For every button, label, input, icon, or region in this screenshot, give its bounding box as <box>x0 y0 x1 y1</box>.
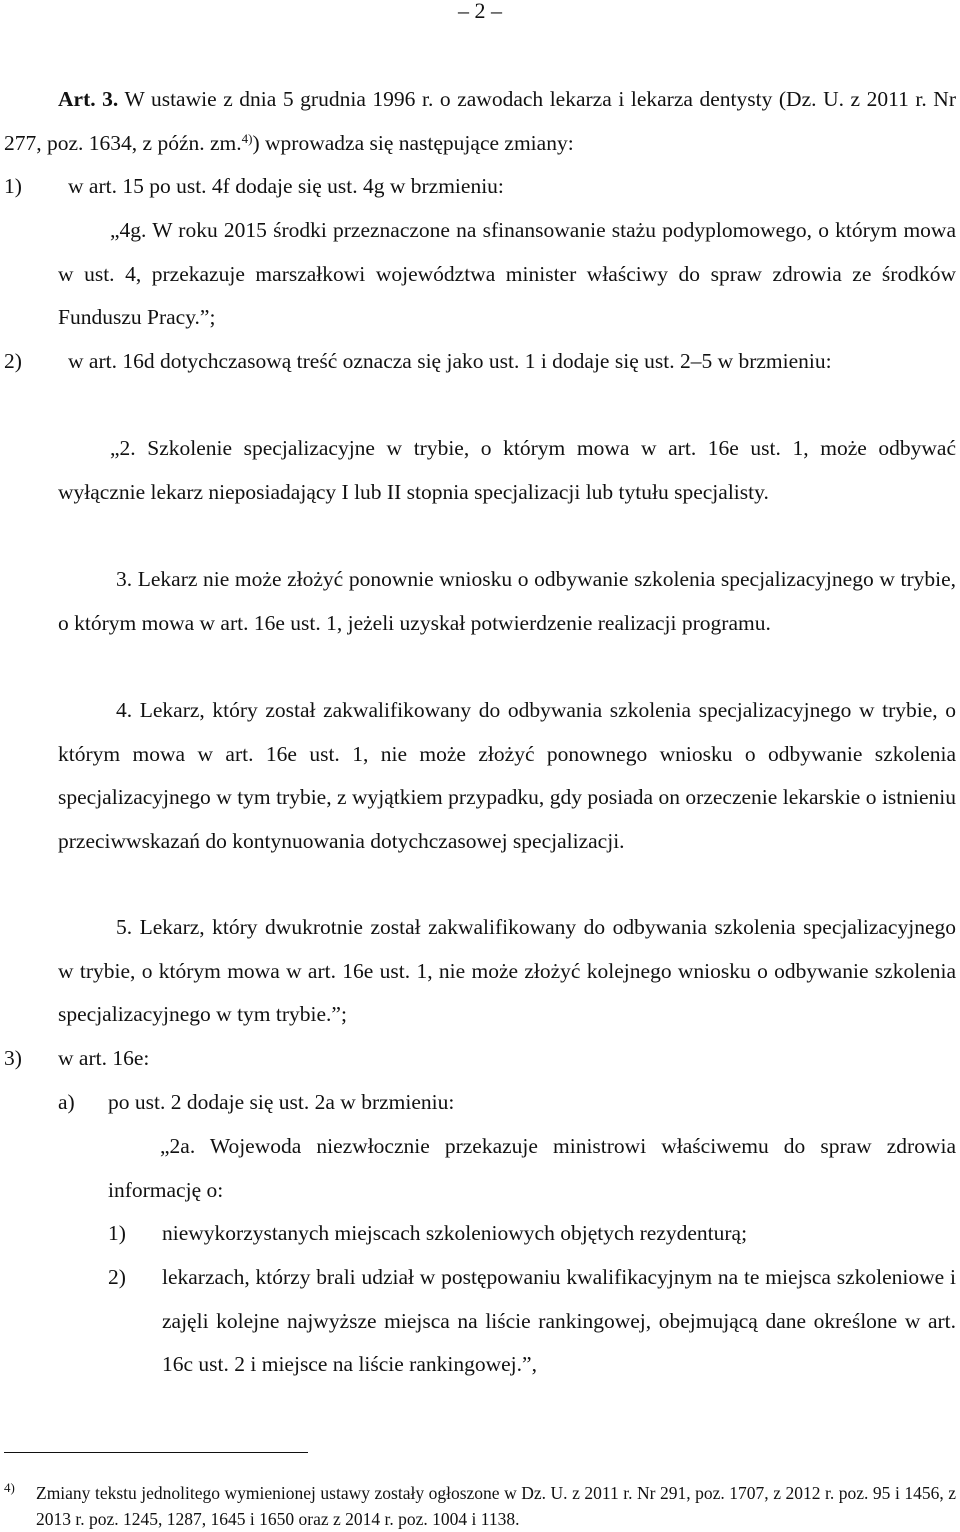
point-1-number: 1) <box>4 174 22 198</box>
ust-3-text: 3. Lekarz nie może złożyć ponownie wniosku o odbywanie szkolenia specjalizacyjnego w trybie, o którym mowa w art. 16e ust. 1, jeżeli uzyskał potwierdzenie realizacji programu. <box>58 567 956 635</box>
ust-4-text: 4. Lekarz, który został zakwalifikowany do odbywania szkolenia specjalizacyjnego w trybie, o którym mowa w art. 16e ust. 1, nie może złożyć ponownego wniosku o odbywanie szkolenia specjalizacyjnego w tym trybie, z wyjątkiem przypadku, gdy posiada on orzeczenie lekarskie o istnieniu przeciwwskazań do kontynuowania dotychczasowej specjalizacji. <box>58 698 956 853</box>
ust-5-text: 5. Lekarz, który dwukrotnie został zakwalifikowany do odbywania szkolenia specjalizacyjnego w trybie, o którym mowa w art. 16e ust. 1, nie może złożyć kolejnego wniosku o odbywanie szkolenia specjalizacyjnego w tym trybie.”; <box>58 915 956 1026</box>
footnote-mark: 4) <box>4 1480 15 1495</box>
item-2-text: lekarzach, którzy brali udział w postępowaniu kwalifikacyjnym na te miejsca szkoleniowe i zajęli kolejne najwyższe miejsca na liście rankingowej, obejmującą dane określone w art. 16c ust. 2 i miejsce na liście rankingowej.”, <box>162 1265 956 1376</box>
article-label: Art. 3. <box>58 87 119 111</box>
page-number: – 2 – <box>458 0 502 23</box>
footnote-separator <box>4 1452 308 1453</box>
ust-2-text: „2. Szkolenie specjalizacyjne w trybie, o którym mowa w art. 16e ust. 1, może odbywać wyłącznie lekarz nieposiadający I lub II stopnia specjalizacji lub tytułu specjalisty. <box>58 436 956 504</box>
ust-4g-text: „4g. W roku 2015 środki przeznaczone na sfinansowanie stażu podyplomowego, o którym mowa w ust. 4, przekazuje marszałkowi województwa minister właściwy do spraw zdrowia ze środków Funduszu Pracy.”; <box>58 218 956 329</box>
point-2-number: 2) <box>4 349 22 373</box>
point-2-text: w art. 16d dotychczasową treść oznacza się jako ust. 1 i dodaje się ust. 2–5 w brzmieniu: <box>68 349 832 373</box>
item-2-number: 2) <box>108 1265 126 1289</box>
letter-a-text: po ust. 2 dodaje się ust. 2a w brzmieniu: <box>108 1090 455 1114</box>
point-3-text: w art. 16e: <box>58 1046 150 1070</box>
letter-a-label: a) <box>58 1090 75 1114</box>
footnote-text: Zmiany tekstu jednolitego wymienionej ustawy zostały ogłoszone w Dz. U. z 2011 r. Nr 291, poz. 1707, z 2012 r. poz. 95 i 1456, z 2013 r. poz. 1245, 1287, 1645 i 1650 oraz z 2014 r. poz. 1004 i 1138. <box>36 1483 956 1529</box>
art3-intro-end: ) wprowadza się następujące zmiany: <box>252 130 574 155</box>
art3-intro-text: W ustawie z dnia 5 grudnia 1996 r. o zawodach lekarza i lekarza dentysty (Dz. U. z 2011 r. Nr 277, poz. 1634, z późn. zm. <box>4 87 956 155</box>
item-1-number: 1) <box>108 1221 126 1245</box>
art3-intro <box>4 78 956 165</box>
item-1-text: niewykorzystanych miejscach szkoleniowych objętych rezydenturą; <box>162 1221 748 1245</box>
point-1-text: w art. 15 po ust. 4f dodaje się ust. 4g w brzmieniu: <box>68 174 504 198</box>
ust-2a-text: „2a. Wojewoda niezwłocznie przekazuje ministrowi właściwemu do spraw zdrowia informację o: <box>108 1134 956 1202</box>
point-3-number: 3) <box>4 1046 22 1070</box>
footnote-ref: 4) <box>241 130 253 146</box>
